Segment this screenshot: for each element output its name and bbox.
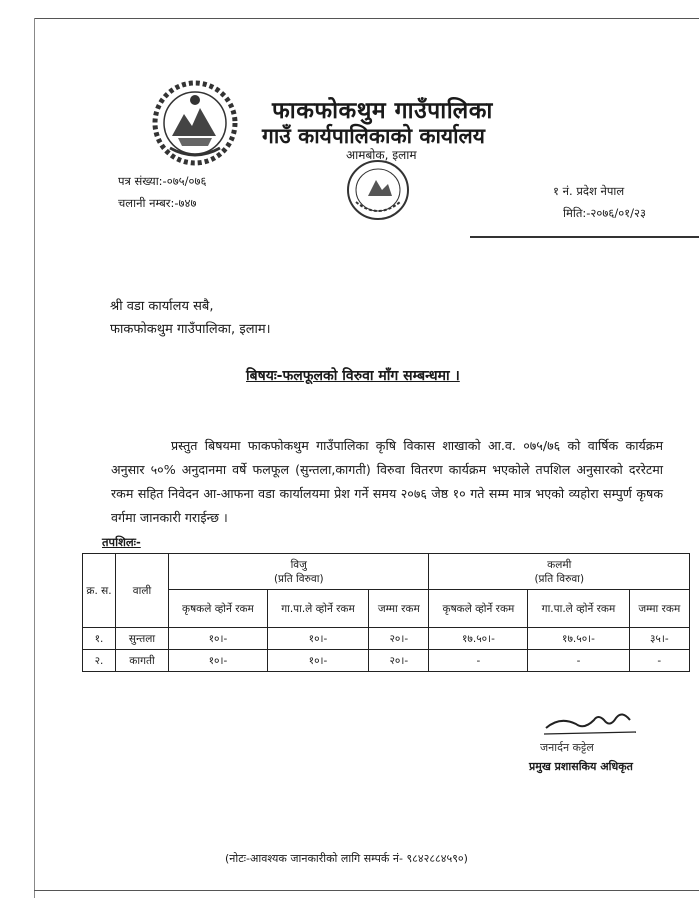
group-header-seedling xyxy=(169,554,429,590)
signatory-name: जनार्दन कट्टेल xyxy=(540,741,594,754)
cell-sn: २. xyxy=(83,650,116,672)
letter-date: मिति:-२०७६/०१/२३ xyxy=(563,206,647,220)
cell-seedling-gapa: १०।- xyxy=(267,628,368,650)
signatory-title: प्रमुख प्रशासकिय अधिकृत xyxy=(529,760,633,773)
table-row xyxy=(83,628,690,650)
details-heading: तपशिलः- xyxy=(102,535,141,549)
scan-border-top xyxy=(34,18,699,19)
signature-scribble xyxy=(540,706,650,738)
cell-grafted-gapa: - xyxy=(528,650,629,672)
col-header-crop: वाली xyxy=(116,554,169,628)
col-header-sn: क्र. स. xyxy=(83,554,116,628)
cell-crop: कागती xyxy=(116,650,169,672)
sub-header-farmer: कृषकले व्होर्ने रकम xyxy=(169,590,268,628)
addressee-line-2: फाकफोकथुम गाउँपालिका, इलाम। xyxy=(110,322,271,337)
sub-header-gapa: गा.पा.ले व्होर्ने रकम xyxy=(267,590,368,628)
rate-table xyxy=(82,553,690,672)
seedling-subtitle: (प्रति विरुवा) xyxy=(273,572,324,585)
table-row xyxy=(83,650,690,672)
subject-line: बिषयः-फलफूलको विरुवा माँग सम्बन्धमा । xyxy=(246,368,460,384)
grafted-subtitle: (प्रति विरुवा) xyxy=(534,572,585,585)
cell-sn: १. xyxy=(83,628,116,650)
sub-header-total: जम्मा रकम xyxy=(369,590,429,628)
addressee-line-1: श्री वडा कार्यालय सबै, xyxy=(110,299,214,314)
office-address: आमबोक, इलाम xyxy=(346,148,417,162)
office-stamp xyxy=(344,156,412,224)
cell-crop: सुन्तला xyxy=(116,628,169,650)
sub-header-farmer: कृषकले व्होर्ने रकम xyxy=(429,590,528,628)
cell-grafted-total: ३५।- xyxy=(629,628,689,650)
cell-grafted-farmer: १७.५०।- xyxy=(429,628,528,650)
scan-border-bottom xyxy=(34,890,699,891)
cell-seedling-gapa: १०।- xyxy=(267,650,368,672)
letter-body: प्रस्तुत बिषयमा फाकफोकथुम गाउँपालिका कृषि विकास शाखाको आ.व. ०७५/७६ को वार्षिक कार्यक्रम अनुसार ५०% अनुदानमा वर्षे फलफूल (सुन्तला,कागती) विरुवा वितरण कार्यक्रम भएकोले तपशिल अनुसारको दररेटमा रकम सहित निवेदन आ-आफना वडा कार्यालयमा प्रेश गर्ने समय २०७६ जेष्ठ १० गते सम्म मात्र भएको व्यहोरा सम्पुर्ण कृषक वर्गमा जानकारी गराईन्छ । xyxy=(111,438,663,525)
letter-number: पत्र संख्या:-०७५/०७६ xyxy=(118,174,207,188)
org-name: फाकफोकथुम गाउँपालिका xyxy=(272,98,493,124)
contact-note: (नोटः-आवश्यक जानकारीको लागि सम्पर्क नं- ९८४२८८४५९०) xyxy=(225,852,468,865)
grafted-title: कलमी xyxy=(547,558,572,571)
scan-border-left xyxy=(34,18,35,898)
cell-grafted-total: - xyxy=(629,650,689,672)
government-emblem xyxy=(150,78,240,168)
cell-seedling-total: २०।- xyxy=(369,650,429,672)
group-header-grafted xyxy=(429,554,690,590)
dispatch-number: चलानी नम्बर:-७४७ xyxy=(118,196,197,210)
cell-grafted-gapa: १७.५०।- xyxy=(528,628,629,650)
cell-grafted-farmer: - xyxy=(429,650,528,672)
cell-seedling-farmer: १०।- xyxy=(169,650,268,672)
cell-seedling-farmer: १०।- xyxy=(169,628,268,650)
seedling-title: विजु xyxy=(290,558,307,571)
header-rule xyxy=(470,236,699,238)
sub-header-total: जम्मा रकम xyxy=(629,590,689,628)
cell-seedling-total: २०।- xyxy=(369,628,429,650)
sub-header-gapa: गा.पा.ले व्होर्ने रकम xyxy=(528,590,629,628)
province: १ नं. प्रदेश नेपाल xyxy=(553,184,625,198)
office-name: गाउँ कार्यपालिकाको कार्यालय xyxy=(262,124,485,148)
